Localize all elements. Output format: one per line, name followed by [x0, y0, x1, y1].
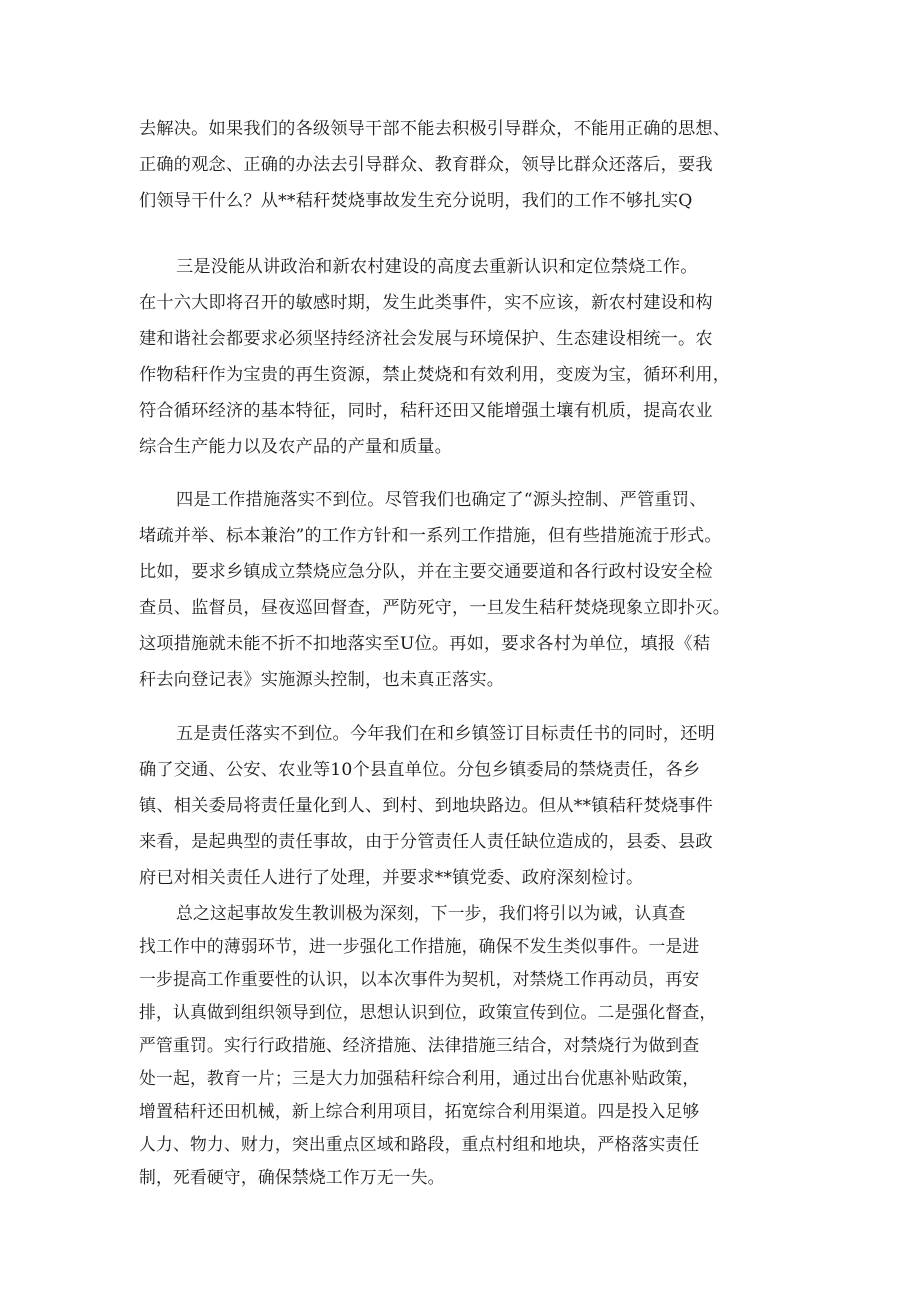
text-line: 制，死看硬守，确保禁烧工作万无一失。 — [139, 1167, 445, 1187]
text-line: 确了交通、公安、农业等10个县直单位。分包乡镇委局的禁烧责任，各乡 — [139, 760, 701, 780]
text-line: 四是工作措施落实不到位。尽管我们也确定了“源头控制、严管重罚、 — [176, 490, 707, 510]
paragraph-5-responsibility — [139, 716, 799, 896]
text-line: 去解决。如果我们的各级领导干部不能去积极引导群众，不能用正确的思想、 — [139, 119, 731, 139]
text-line: 严管重罚。实行行政措施、经济措施、法律措施三结合，对禁烧行为做到查 — [139, 1035, 700, 1055]
text-line: 正确的观念、正确的办法去引导群众、教育群众，领导比群众还落后，要我 — [139, 155, 713, 175]
text-line: 作物秸秆作为宝贵的再生资源，禁止焚烧和有效利用，变废为宝，循环利用， — [139, 365, 731, 385]
text-line: 堵疏并举、标本兼治”的工作方针和一系列工作措施，但有些措施流于形式。 — [139, 526, 722, 546]
paragraph-4-work-measures — [139, 482, 799, 698]
text-line: 府已对相关责任人进行了处理，并要求**镇党委、政府深刻检讨。 — [139, 868, 644, 888]
text-line: 人力、物力、财力，突出重点区域和路段，重点村组和地块，严格落实责任 — [139, 1134, 700, 1154]
text-line: 一步提高工作重要性的认识，以本次事件为契机，对禁烧工作再动员，再安 — [139, 969, 700, 989]
text-line: 符合循环经济的基本特征，同时，秸秆还田又能增强土壤有机质，提高农业 — [139, 401, 713, 421]
text-line: 在十六大即将召开的敏感时期，发生此类事件，实不应该，新农村建设和构 — [139, 293, 713, 313]
paragraph-1-continuation — [139, 111, 799, 219]
paragraph-3-political-height — [139, 249, 799, 465]
text-line: 总之这起事故发生教训极为深刻，下一步，我们将引以为诫，认真查 — [176, 903, 686, 923]
text-line: 秆去向登记表》实施源头控制，也未真正落实。 — [139, 670, 505, 690]
paragraph-summary — [139, 897, 799, 1194]
text-line: 们领导干什么？从**秸秆焚烧事故发生充分说明，我们的工作不够扎实Q — [139, 191, 693, 211]
text-line: 增置秸秆还田机械，新上综合利用项目，拓宽综合利用渠道。四是投入足够 — [139, 1101, 700, 1121]
text-line: 镇、相关委局将责任量化到人、到村、到地块路边。但从**镇秸秆焚烧事件 — [139, 796, 713, 816]
text-line: 排，认真做到组织领导到位，思想认识到位，政策宣传到位。二是强化督查， — [139, 1002, 717, 1022]
text-line: 综合生产能力以及农产品的产量和质量。 — [139, 437, 452, 457]
text-line: 这项措施就未能不折不扣地落实至U位。再如，要求各村为单位，填报《秸 — [139, 634, 711, 654]
text-line: 建和谐社会都要求必须坚持经济社会发展与环境保护、生态建设相统一。农 — [139, 329, 713, 349]
text-line: 查员、监督员，昼夜巡回督查，严防死守，一旦发生秸秆焚烧现象立即扑灭。 — [139, 598, 731, 618]
text-line: 五是责任落实不到位。今年我们在和乡镇签订目标责任书的同时，还明 — [176, 724, 716, 744]
text-line: 处一起，教育一片；三是大力加强秸秆综合利用，通过出台优惠补贴政策， — [139, 1068, 700, 1088]
text-line: 比如，要求乡镇成立禁烧应急分队，并在主要交通要道和各行政村设安全检 — [139, 562, 713, 582]
text-line: 找工作中的薄弱环节，进一步强化工作措施，确保不发生类似事件。一是进 — [139, 936, 700, 956]
text-line: 来看，是起典型的责任事故，由于分管责任人责任缺位造成的，县委、县政 — [139, 832, 713, 852]
text-line: 三是没能从讲政治和新农村建设的高度去重新认识和定位禁烧工作。 — [176, 257, 698, 277]
